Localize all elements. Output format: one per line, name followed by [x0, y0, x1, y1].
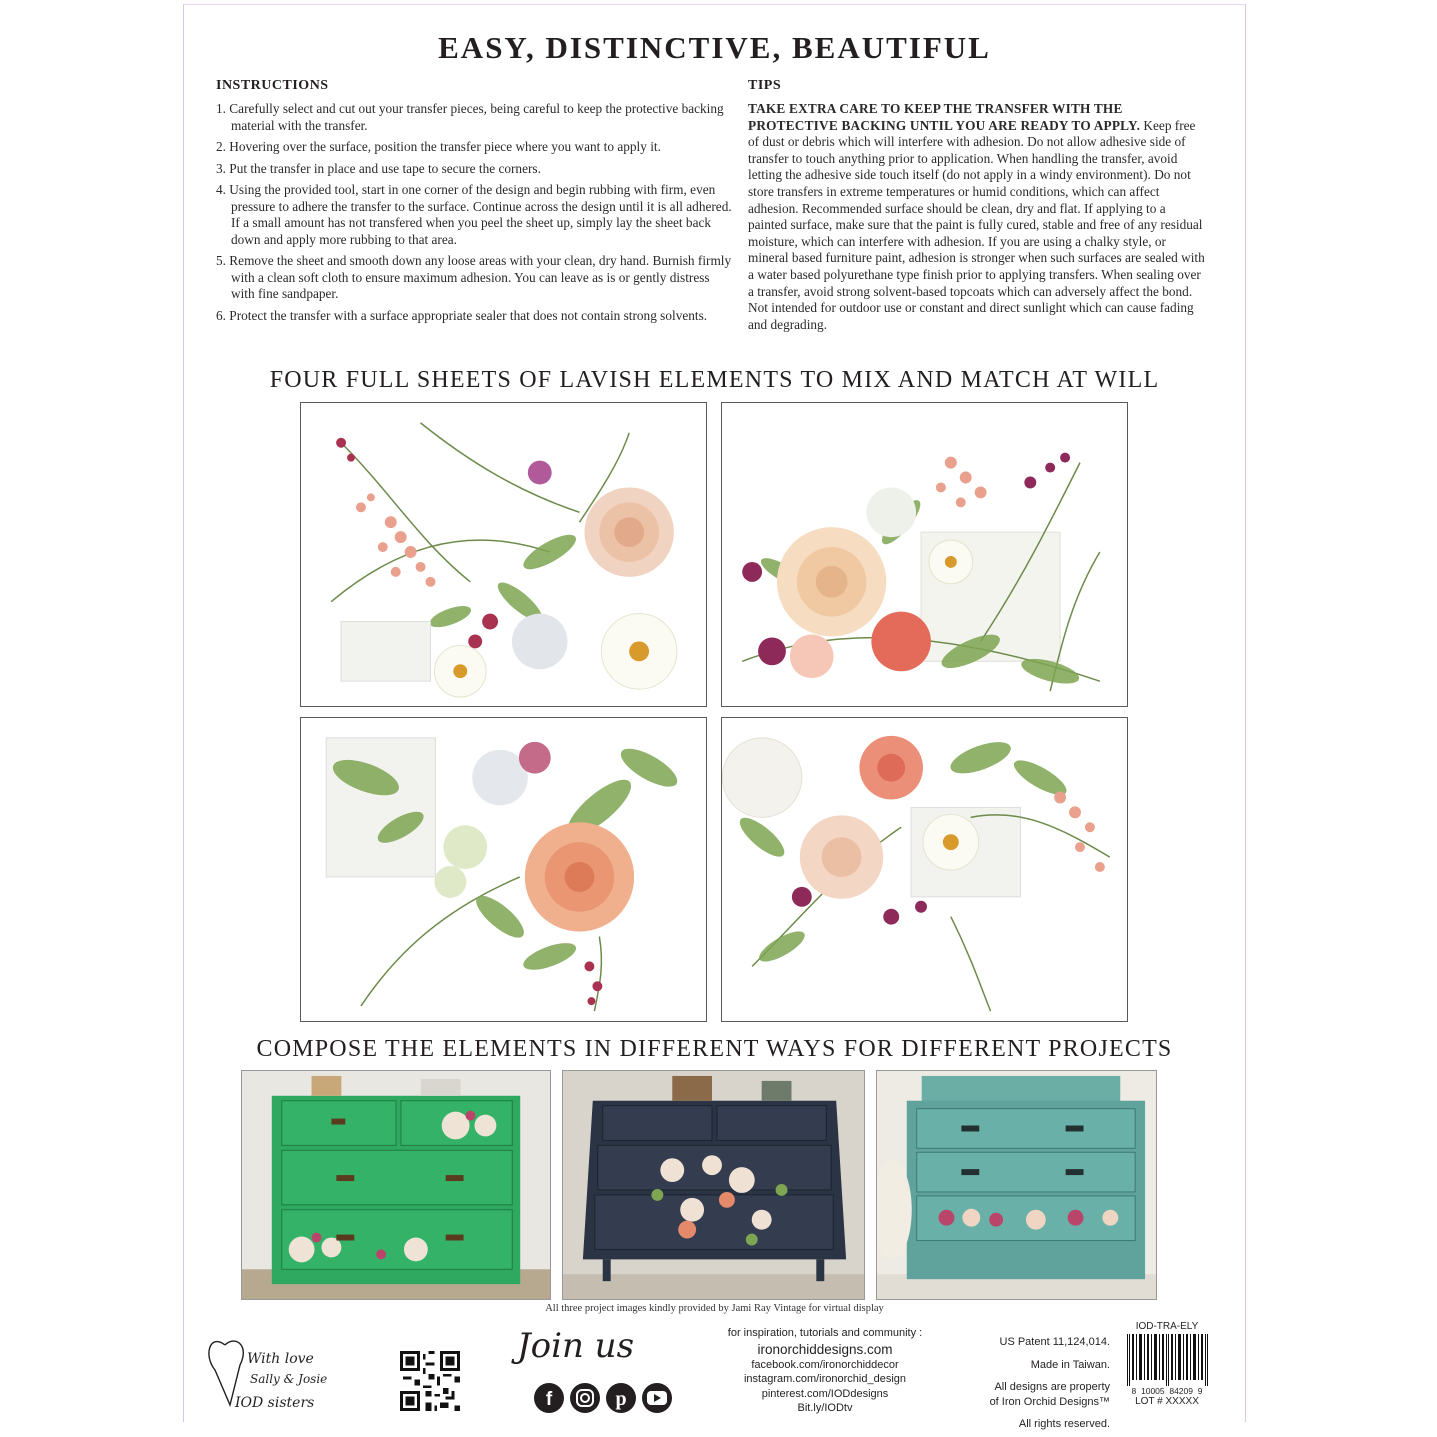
svg-text:p: p [615, 1388, 627, 1410]
legal-info [960, 1335, 1110, 1432]
floral-artwork [301, 718, 706, 1021]
sheets-heading: FOUR FULL SHEETS OF LAVISH ELEMENTS TO MIX AND MATCH AT WILL [269, 367, 1160, 393]
instructions-list [216, 101, 736, 329]
photo-credit: All three project images kindly provided by Jami Ray Vintage for virtual display [545, 1303, 884, 1314]
navy-dresser-image [563, 1071, 864, 1299]
transfer-sheet-2 [721, 402, 1128, 707]
instruction-step: 2. Hovering over the surface, position the transfer piece where you want to apply it. [216, 139, 661, 154]
transfer-sheet-1 [300, 402, 707, 707]
barcode-block [1121, 1321, 1213, 1417]
patent-text: US Patent 11,124,014. [999, 1336, 1110, 1348]
youtube-icon[interactable] [642, 1383, 672, 1413]
project-photo-navy-dresser [562, 1070, 865, 1300]
instructions-heading: INSTRUCTIONS [216, 78, 329, 93]
teal-dresser-image [877, 1071, 1156, 1299]
facebook-link[interactable]: facebook.com/ironorchiddecor [751, 1358, 899, 1371]
community-links [700, 1326, 950, 1416]
svg-text:Sally & Josie: Sally & Josie [250, 1372, 328, 1386]
transfer-sheet-3 [300, 717, 707, 1022]
rights-text-2: of Iron Orchid Designs™ [989, 1395, 1110, 1408]
website-link[interactable]: ironorchiddesigns.com [757, 1341, 893, 1357]
signature-logo [205, 1335, 355, 1415]
join-us-block [505, 1326, 685, 1416]
barcode-icon [1121, 1334, 1213, 1386]
heart-icon [205, 1335, 355, 1415]
instruction-step: 3. Put the transfer in place and use tape to secure the corners. [216, 160, 541, 176]
video-link[interactable]: Bit.ly/IODtv [797, 1402, 853, 1415]
tips-lead: TAKE EXTRA CARE TO KEEP THE TRANSFER WITH THE PROTECTIVE BACKING UNTIL YOU ARE READY TO APPLY. [748, 101, 1141, 133]
tips-body: Keep free of dust or debris which will interfere with adhesion. Do not allow adhesive side of transfer to touch anything prior to application. When handling the transfer, avoid letting the adhesive side touch itself (do not apply in a windy environment). Do not store transfers in extreme temperatures or humid conditions, which can affect adhesion. Recommended surface should be clean, dry and flat. If applying to a painted surface, make sure that the paint is fully cured, stable and free of any residual moisture, which can interfere with adhesion. If you are using a chalky style, or mineral based furniture paint, adhesion is stronger when such surfaces are sealed with a water based polyurethane type finish prior to applying transfers. When sealing over a transfer, avoid strong solvent-based topcoats which can adversely affect the bond. Not intended for outdoor use or constant and direct sunlight which can cause fading and degrading. [748, 117, 1205, 332]
lot-number: LOT # XXXXX [1135, 1396, 1199, 1407]
floral-artwork [722, 718, 1127, 1021]
pinterest-link[interactable]: pinterest.com/IODdesigns [761, 1387, 889, 1400]
facebook-icon[interactable] [534, 1383, 564, 1413]
pinterest-icon[interactable] [606, 1383, 636, 1413]
transfer-sheet-4 [721, 717, 1128, 1022]
project-photo-green-dresser [241, 1070, 551, 1300]
tips-heading: TIPS [748, 78, 782, 93]
instruction-step: 4. Using the provided tool, start in one corner of the design and begin rubbing with firm, even pressure to adhere the transfer to the surface. Continue across the design until it is all adhered. If a small amount has not transfered when you peel the sheet up, simply lay the sheet back down and apply more rubbing to that area. [216, 182, 732, 247]
floral-artwork [301, 403, 706, 706]
svg-text:With love: With love [247, 1351, 314, 1367]
compose-heading: COMPOSE THE ELEMENTS IN DIFFERENT WAYS FOR DIFFERENT PROJECTS [256, 1036, 1173, 1062]
join-us-text: Join us [517, 1326, 635, 1366]
page-title: EASY, DISTINCTIVE, BEAUTIFUL [438, 30, 991, 65]
svg-text:IOD sisters: IOD sisters [235, 1395, 315, 1411]
barcode-number: 8 10005 84209 9 [1131, 1386, 1203, 1396]
instagram-link[interactable]: instagram.com/ironorchid_design [743, 1373, 907, 1386]
instruction-step: 6. Protect the transfer with a surface appropriate sealer that does not contain strong solvents. [216, 307, 708, 323]
rights-text-1: All designs are property [994, 1381, 1110, 1394]
floral-artwork [722, 403, 1127, 706]
instruction-step: 1. Carefully select and cut out your transfer pieces, being careful to keep the protective backing material with the transfer. [216, 101, 724, 133]
made-in-text: Made in Taiwan. [1030, 1358, 1110, 1371]
product-code: IOD-TRA-ELY [1135, 1321, 1199, 1332]
instruction-step: 5. Remove the sheet and smooth down any loose areas with your clean, dry hand. Burnish firmly with a clean soft cloth to ensure maximum adhesion. You can leave as is or gently distress with fine sandpaper. [216, 253, 732, 301]
rights-text-3: All rights reserved. [1018, 1418, 1110, 1431]
svg-text:f: f [545, 1389, 553, 1410]
green-dresser-image [242, 1071, 550, 1299]
community-intro: for inspiration, tutorials and community : [727, 1327, 923, 1339]
instagram-icon[interactable] [570, 1383, 600, 1413]
qr-code-icon[interactable] [400, 1351, 460, 1411]
project-photo-teal-dresser [876, 1070, 1157, 1300]
tips-text [748, 101, 1208, 333]
